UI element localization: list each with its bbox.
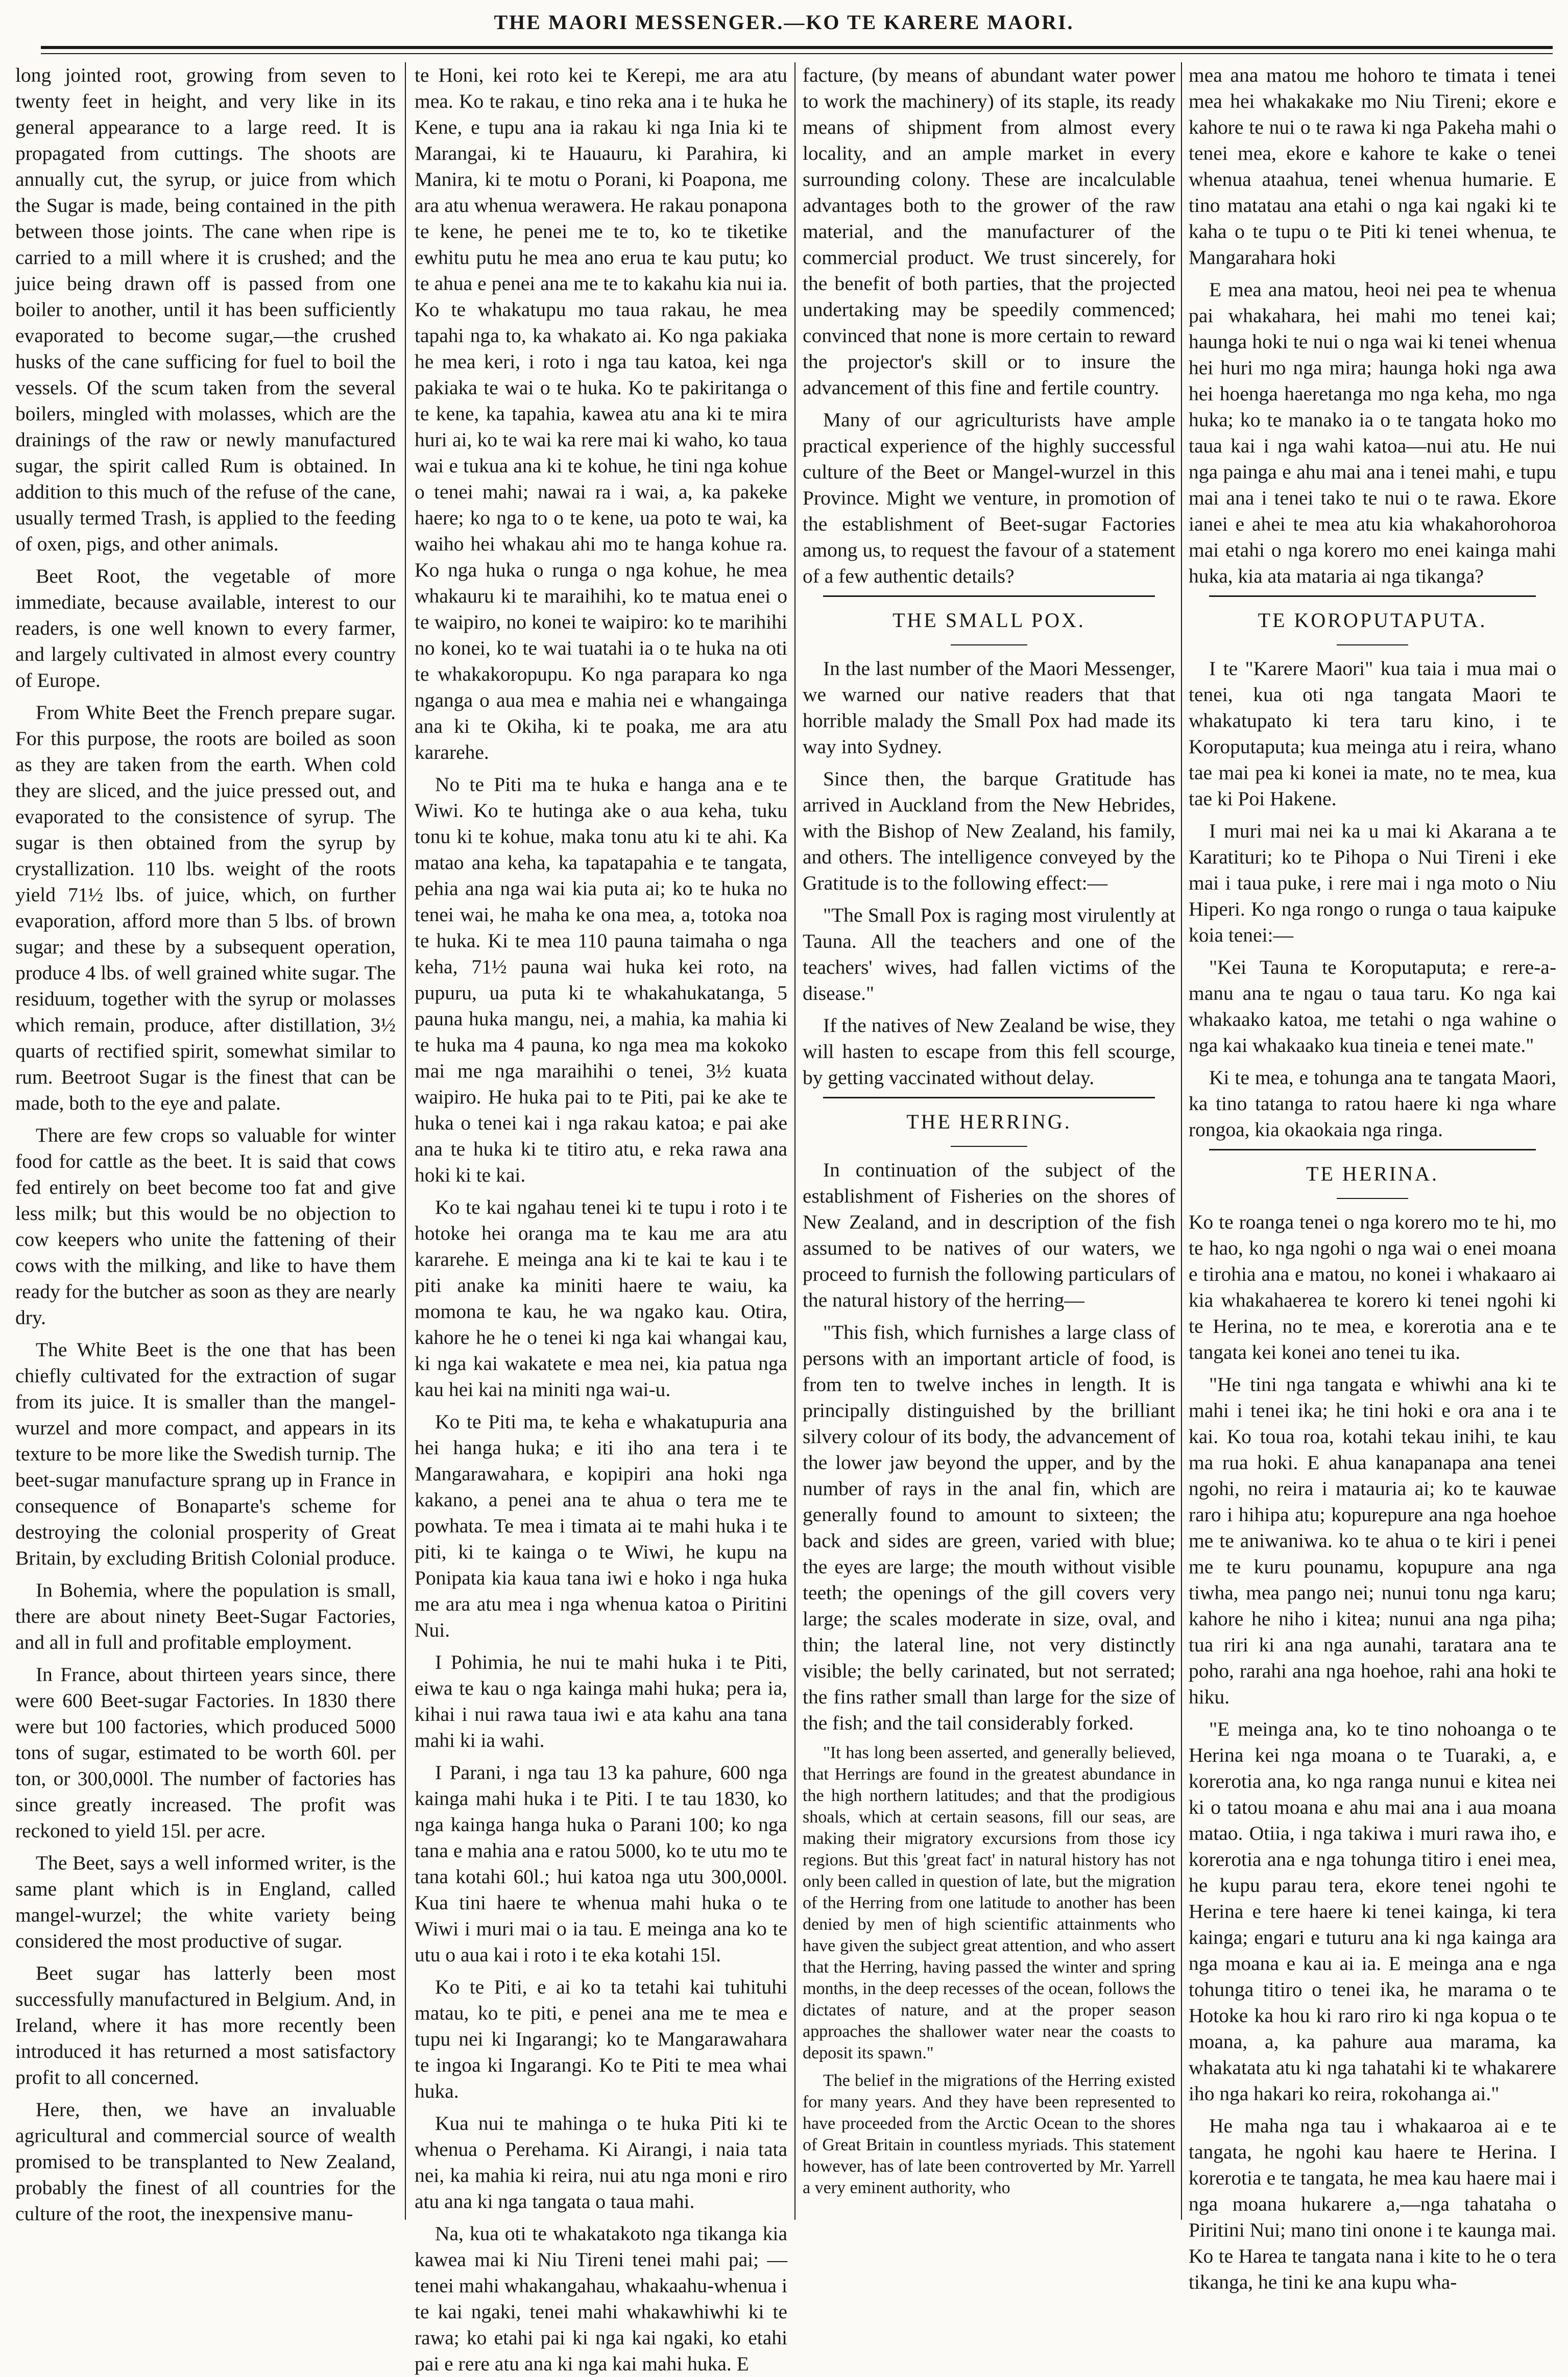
quoted-paragraph: "It has long been asserted, and generally believed, that Herrings are found in the greatest abundance in the high northern latitudes; and that the prodigious shoals, which at certain seasons, fill our seas, are making their migratory excursions from those icy regions. But this 'great fact' in natural history has not only been called in question of late, but the migration of the Herring from one latitude to another has been denied by men of high scientific attainments who have given the subject great attention, and who assert that the Herring, having passed the winter and spring months, in the deep recesses of the ocean, follows the dictates of nature, and at the proper season approaches the shallower water near the coasts to deposit its spawn.": [803, 1743, 1175, 2062]
article-paragraph: "The Small Pox is raging most virulently at Tauna. All the teachers and one of the teachers' wives, had fallen victims of the disease.": [803, 904, 1175, 1004]
article-paragraph: Ko te Piti, e ai ko ta tetahi kai tuhituhi matau, ko te piti, e penei ana me te mea e tupu nei ki Ingarangi; ko te Mangarawahara te ingoa ki Ingarangi. Ko te Piti te mea whai huka.: [415, 1976, 787, 2102]
article-paragraph: He maha nga tau i whakaaroa ai e te tangata, he ngohi kau haere te Herina. I korerotia e te tangata, he mea kau haere mai i nga moana hukarere a,—nga tahataha o Piritini Nui; mano tini onone i te kaunga mai. Ko te Harea te tangata nana i kite to he o tera tikanga, he tini ke ana kupu wha-: [1189, 2115, 1556, 2293]
article-paragraph: Ko te roanga tenei o nga korero mo te hi, mo te hao, ko nga ngohi o nga wai o enei moana e tirohia ana e matou, no konei i whakaaro ai kia whakahaerea te korero ki tenei ngohi ki te Herina, no te mea, e korerotia ana e te tangata kei konei ano tenei tu ika.: [1189, 1211, 1556, 1363]
column-divider: [1181, 62, 1182, 2220]
heading-underline: [951, 644, 1027, 645]
article-paragraph: Kua nui te mahinga o te huka Piti ki te whenua o Perehama. Ki Airangi, i naia tata nei, ka mahia ki reira, nui atu nga moni e riro atu ana ki nga tangata o taua mahi.: [415, 2112, 787, 2213]
article-paragraph: facture, (by means of abundant water power to work the machinery) of its staple, its ready means of shipment from almost every locality, and an ample market in every surrounding colony. These are incalculable advantages both to the grower of the raw material, and the manufacturer of the commercial product. We trust sincerely, for the benefit of both parties, that the projected undertaking may be speedily commenced; convinced that none is more certain to reward the projector's skill or to insure the advancement of this fine and fertile country.: [803, 64, 1175, 399]
article-paragraph: From White Beet the French prepare sugar. For this purpose, the roots are boiled as soon as they are taken from the earth. When cold they are sliced, and the juice pressed out, and evaporated to the consistence of syrup. The sugar is then obtained from the syrup by crystallization. 110 lbs. weight of the roots yield 71½ lbs. of juice, which, on further evaporation, afford more than 5 lbs. of brown sugar; and these by a subsequent operation, produce 4 lbs. of well grained white sugar. The residuum, together with the syrup or molasses which remain, produce, after distillation, 3½ quarts of rectified spirit, somewhat similar to rum. Beetroot Sugar is the finest that can be made, both to the eye and palate.: [15, 701, 396, 1114]
article-paragraph: I Parani, i nga tau 13 ka pahure, 600 nga kainga mahi huka i te Piti. I te tau 1830, ko nga kainga hanga huka o Parani 100; ko nga tana e mahia ana e ratou 5000, ko te utu mo te tana kotahi 60l.; hui katoa nga utu 300,000l. Kua tini haere te whenua mahi huka o te Wiwi i muri mai o ia tau. E meinga ana ko te utu o aua kai i roto i te eka kotahi 15l.: [415, 1761, 787, 1966]
section-heading: THE HERRING.: [906, 1110, 1072, 1133]
newspaper-title: THE MAORI MESSENGER.—KO TE KARERE MAORI.: [494, 11, 1074, 34]
article-paragraph: In the last number of the Maori Messenger, we warned our native readers that that horrible malady the Small Pox had made its way into Sydney.: [803, 657, 1175, 758]
article-paragraph: mea ana matou me hohoro te timata i tenei mea hei whakakake mo Niu Tireni; ekore e kahore te nui o te rawa ki nga Pakeha mahi o tenei mea, ekore e kahore te kake o tenei whenua ataahua, tenei whenua humarie. E tino matatau ana etahi o nga kai ngaki ki te kaha o te tupu o te Piti ki tenei whenua, te Mangarahara hoki: [1189, 64, 1556, 269]
article-paragraph: I muri mai nei ka u mai ki Akarana a te Karatituri; ko te Pihopa o Nui Tireni i eke mai i taua puke, i rere mai i nga moto o Niu Hiperi. Ko nga rongo o runga o taua kaipuke koia tenei:—: [1189, 820, 1556, 946]
masthead-rule: [41, 46, 1553, 49]
heading-underline: [1337, 1198, 1408, 1199]
article-paragraph: Ko te Piti ma, te keha e whakatupuria ana hei hanga huka; e iti iho ana tera i te Mangarawahara, e kopipiri ana hoki nga kakano, a penei ana te ahua o tera me te powhata. Te mea i timata ai te mahi huka i te piti, ki te kainga o te Wiwi, he kupu na Ponipata kia kaua tana iwi e hoko i nga huka me ara atu mea i nga whenua katoa o Piritini Nui.: [415, 1410, 787, 1641]
article-paragraph: E mea ana matou, heoi nei pea te whenua pai whakahara, hei mahi mo tenei kai; haunga hoki te nui o nga wai ki tenei whenua hei huri mo nga mira; haunga hoki nga awa hei hoenga haeretanga mo nga keha, mo nga huka; ko te manako ia o te tangata hoko mo taua kai i nga wahi katoa—nui atu. He nui nga painga e ahu mai ana i tenei mahi, e tupu mai ana i tenei tako te nui o te rawa. Ekore ianei e ahei te mea atu kia whakahorohoroa mai etahi o nga korero mo enei kainga mahi huka, kia ata mataria ai nga tikanga?: [1189, 278, 1556, 587]
quoted-paragraph: The belief in the migrations of the Herring existed for many years. And they have been represented to have proceeded from the Arctic Ocean to the shores of Great Britain in countless myriads. This statement however, has of late been controverted by Mr. Yarrell a very eminent authority, who: [803, 2071, 1175, 2197]
article-paragraph: long jointed root, growing from seven to twenty feet in height, and very like in its general appearance to a large reed. It is propagated from cuttings. The shoots are annually cut, the syrup, or juice from which the Sugar is made, being contained in the pith between those joints. The cane when ripe is carried to a mill where it is crushed; and the juice being drawn off is passed from one boiler to another, until it has been sufficiently evaporated to become sugar,—the crushed husks of the cane sufficing for fuel to boil the vessels. Of the scum taken from the several boilers, mingled with molasses, which are the drainings of the raw or newly manufactured sugar, the spirit called Rum is obtained. In addition to this much of the refuse of the cane, usually termed Trash, is applied to the feeding of oxen, pigs, and other animals.: [15, 64, 396, 555]
article-paragraph: Na, kua oti te whakatakoto nga tikanga kia kawea mai ki Niu Tireni tenei mahi pai; —tenei mahi whakangahau, whakaahu-whenua i te kai ngaki, tenei mahi whakawhiwhi ki te rawa; ko etahi pai ki nga kai ngaki, ko etahi pai e rere atu ana ki nga kai mahi huka. E: [415, 2222, 787, 2375]
masthead-rule-thin: [41, 53, 1553, 54]
article-paragraph: I Pohimia, he nui te mahi huka i te Piti, eiwa te kau o nga kainga mahi huka; pera ia, kihai i nui rawa taua iwi e ata kahu ana tana mahi ki ia wahi.: [415, 1651, 787, 1751]
heading-underline: [1337, 644, 1408, 645]
section-heading: TE HERINA.: [1306, 1162, 1439, 1185]
column-3: [803, 62, 1175, 2217]
article-paragraph: There are few crops so valuable for winter food for cattle as the beet. It is said that cows fed entirely on beet become too fat and give less milk; but this would be no objection to cow keepers who unite the fattening of their cows with the milking, and like to have them ready for the butcher as soon as they are nearly dry.: [15, 1124, 396, 1329]
article-paragraph: The Beet, says a well informed writer, is the same plant which is in England, called mangel-wurzel; the white variety being considered the most productive of sugar.: [15, 1852, 396, 1952]
article-paragraph: "He tini nga tangata e whiwhi ana ki te mahi i tenei ika; he tini hoki e ora ana i te kai. Ko toua roa, kotahi tekau inihi, te kau ma rua hoki. E ahua kanapanapa ana tenei ngohi, no reira i matauria ai; ko te kauwae raro i hihipa atu; kopurepure ana nga hoehoe me te aniwaniwa. ko te ahua o te kiri i penei me te kuru pounamu, kopupure ana nga tiwha, mea pango nei; nunui tonu nga karu; kahore he niho i kitea; nunui ana nga piha; tua riri ki ana nga aunahi, taratara ana te poho, rarahi ana nga hoehoe, rahi ana hoki te hiku.: [1189, 1373, 1556, 1708]
article-paragraph: Ko te kai ngahau tenei ki te tupu i roto i te hotoke hei oranga ma te kau me ara atu kararehe. E meinga ana ki te kai te kau i te piti anake ka miniti haere te waiu, ka momona te kau, he wa ngako kau. Otira, kahore he he o tenei ki nga kai whangai kau, ki nga kai wakatete e mea nei, kia patua nga kau hei kai na miniti nga wai-u.: [415, 1196, 787, 1401]
article-paragraph: Beet sugar has latterly been most successfully manufactured in Belgium. And, in Ireland, where it has more recently been introduced it has returned a most satisfactory profit to all concerned.: [15, 1962, 396, 2088]
article-paragraph: "E meinga ana, ko te tino nohoanga o te Herina kei nga moana o te Tuaraki, a, e korerotia ana, ko nga ranga nunui e kitea nei ki o tatou moana e ahu mai ana i aua moana matao. Otiia, i nga takiwa i muri rawa iho, e korerotia ana e nga tohunga titiro i enei mea, he kupu parau tera, ekore tenei ngohi te Herina e tere haere ki tenei kainga, ki tera kainga; engari e tuturu ana ki nga kainga ara nga moana e kau ai ia. E meinga ana e nga tohunga titiro o tenei ika, he marama o te Hotoke ka hou ki raro riro ki nga kopua o te moana, a, ka pahure aua marama, ka whakatata atu ki nga tahatahi ki te whakarere iho nga hakari ko reira, rokohanga ai.": [1189, 1718, 1556, 2105]
article-paragraph: "This fish, which furnishes a large class of persons with an important article of food, is from ten to twelve inches in length. It is principally distinguished by the brilliant silvery colour of its body, the advancement of the lower jaw beyond the upper, and by the number of rays in the anal fin, which are generally found to amount to sixteen; the back and sides are green, varied with blue; the eyes are large; the mouth without visible teeth; the openings of the gill covers very large; the scales moderate in size, oval, and thin; the lateral line, not very distinctly visible; the belly carinated, but not serrated; the fins rather small than large for the size of the fish; and the tail considerably forked.: [803, 1321, 1175, 1734]
article-paragraph: In France, about thirteen years since, there were 600 Beet-sugar Factories. In 1830 there were but 100 factories, which produced 5000 tons of sugar, estimated to be worth 60l. per ton, or 300,000l. The number of factories has since greatly increased. The profit was reckoned to yield 15l. per acre.: [15, 1663, 396, 1842]
article-paragraph: Many of our agriculturists have ample practical experience of the highly successful culture of the Beet or Mangel-wurzel in this Province. Might we venture, in promotion of the establishment of Beet-sugar Factories among us, to request the favour of a statement of a few authentic details?: [803, 409, 1175, 587]
column-2: [415, 62, 787, 2375]
column-4: [1189, 62, 1556, 2293]
article-paragraph: Here, then, we have an invaluable agricultural and commercial source of wealth promised to be transplanted to New Zealand, probably the finest of all countries for the culture of the root, the inexpensive manu-: [15, 2098, 396, 2225]
article-paragraph: Beet Root, the vegetable of more immediate, because available, interest to our readers, is one well known to every farmer, and largely cultivated in almost every country of Europe.: [15, 565, 396, 691]
section-rule: [823, 1097, 1155, 1098]
column-divider: [405, 62, 406, 2220]
article-paragraph: Since then, the barque Gratitude has arrived in Auckland from the New Hebrides, with the Bishop of New Zealand, his family, and others. The intelligence conveyed by the Gratitude is to the following effect:—: [803, 767, 1175, 894]
article-paragraph: No te Piti ma te huka e hanga ana e te Wiwi. Ko te hutinga ake o aua keha, tuku tonu ki te kohue, maka tonu atu ki te ahi. Ka matao ana keha, ka tapatapahia e te tangata, pehia ana nga wai kia puta ai; ko te huka no tenei wai, he maha ke ona mea, a, totoka noa te huka. Ki te mea 110 pauna taimaha o nga keha, 71½ pauna wai huka kei roto, na pupuru, ua puta ki te whakahukatanga, 5 pauna huka mangu, nei, a mahia, ka mahia ki te huka ma 4 pauna, ko nga mea ma kokoko mai me nga maraihihi o tenei, 3½ kuata waipiro. He huka pai to te Piti, pai ke ake te huka o tenei kai i nga rakau katoa; e pai ake ana te huka ki te titiro atu, e reka rawa ana hoki ki te kai.: [415, 773, 787, 1186]
article-paragraph: I te "Karere Maori" kua taia i mua mai o tenei, kua oti nga tangata Maori te whakatupato ki tera taru kino, i te Koroputaputa; kua meinga atu i reira, whano tae mai pea ki konei ia mate, no te mea, kua tae ki Poi Hakene.: [1189, 657, 1556, 810]
article-paragraph: The White Beet is the one that has been chiefly cultivated for the extraction of sugar from its juice. It is smaller than the mangel-wurzel and more compact, and appears in its texture to be more like the Swedish turnip. The beet-sugar manufacture sprang up in France in consequence of Bonaparte's scheme for destroying the colonial prosperity of Great Britain, by excluding British Colonial produce.: [15, 1338, 396, 1569]
article-paragraph: In Bohemia, where the population is small, there are about ninety Beet-Sugar Factories, and all in full and profitable employment.: [15, 1579, 396, 1653]
section-rule: [1209, 595, 1536, 597]
section-heading: THE SMALL POX.: [892, 609, 1085, 632]
article-paragraph: Ki te mea, e tohunga ana te tangata Maori, ka tino tatanga to ratou haere ki nga whare rongoa, kia okaokaia nga ringa.: [1189, 1066, 1556, 1141]
article-paragraph: "Kei Tauna te Koroputaputa; e rere-a-manu ana te ngau o taua taru. Ko nga kai whakaako katoa, me tetahi o nga wahine o nga kai whakaako kua tineia e tenei mate.": [1189, 956, 1556, 1057]
masthead: [0, 0, 1568, 61]
heading-underline: [951, 1146, 1027, 1147]
article-paragraph: te Honi, kei roto kei te Kerepi, me ara atu mea. Ko te rakau, e tino reka ana i te huka he Kene, e tupu ana ia rakau ki nga Inia ki te Marangai, ki te Hauauru, ki Parahira, ki Manira, ki te motu o Porani, ki Poapona, me ara atu whenua werawera. He rakau ponapona te kene, he penei me te to, ko te tiketike ewhitu putu he mea ano erua te kau putu; ko te ahua e penei ana me te to kakahu kia nui ia. Ko te whakatupu mo taua rakau, he mea tapahi nga to, ka whakato ai. Ko nga pakiaka he mea keri, i roto i nga tau katoa, kei nga pakiaka te wai o te huka. Ko te pakiritanga o te kene, ka tapahia, kawea atu ana ki te mira huri ai, ko te wai ka rere mai ki waho, ko taua wai e tukua ana ki te kohue, he tini nga kohue o tenei mahi; nawai ra i wai, a, ka pakeke haere; ko nga to o te kene, ua poto te wai, ka waiho hei whakau ahi mo te hanga kohue ra. Ko nga huka o runga o nga kohue, he mea whakauru ki te maraihihi, ko te matua enei o te waipiro, no konei te waipiro: ko te marihihi no konei, ko te wai tuatahi ia o te huka na oti te whakakoropupu. Ko nga parapara ko nga nganga o aua mea e mahia nei e whangainga ana ki te Okiha, ki te poaka, me ara atu kararehe.: [415, 64, 787, 763]
section-rule: [823, 595, 1155, 597]
column-divider: [794, 62, 795, 2220]
section-rule: [1209, 1149, 1536, 1150]
section-heading: TE KOROPUTAPUTA.: [1258, 609, 1487, 632]
article-paragraph: In continuation of the subject of the establishment of Fisheries on the shores of New Zealand, and in description of the fish assumed to be natives of our waters, we proceed to furnish the following particulars of the natural history of the herring—: [803, 1159, 1175, 1311]
column-1: [15, 62, 396, 2225]
article-paragraph: If the natives of New Zealand be wise, they will hasten to escape from this fell scourge, by getting vaccinated without delay.: [803, 1014, 1175, 1089]
